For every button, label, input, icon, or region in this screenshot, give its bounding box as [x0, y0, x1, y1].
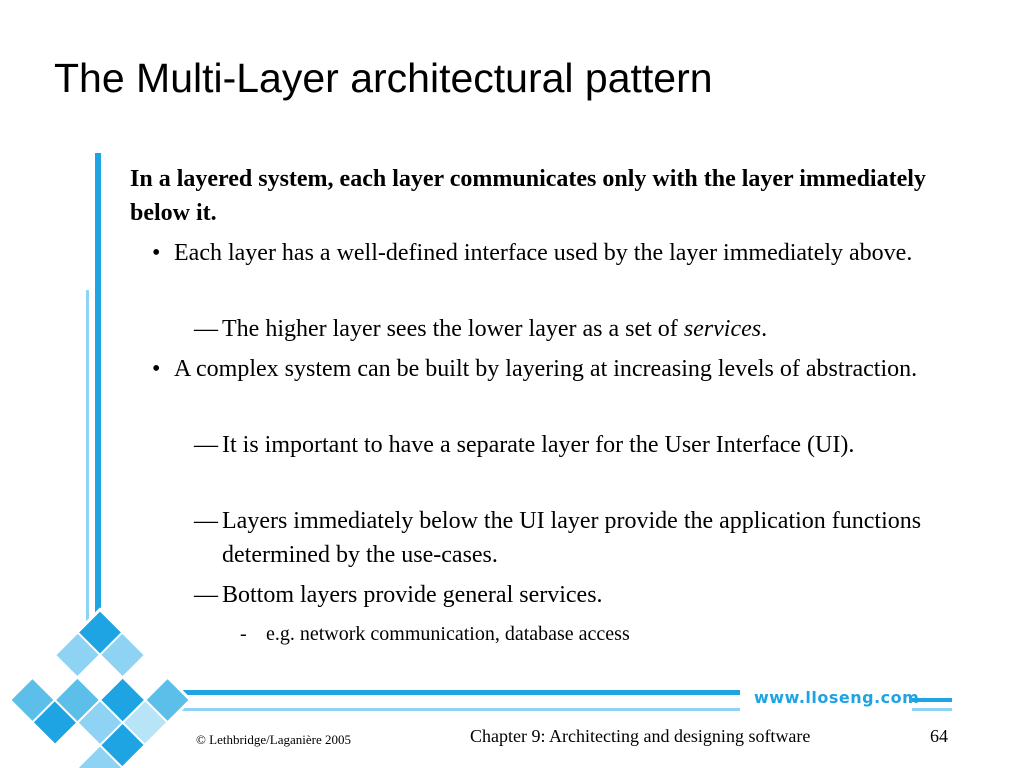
bottom-horizontal-rule — [100, 690, 740, 695]
right-rule-segment-thin — [912, 708, 952, 711]
page-number: 64 — [930, 726, 948, 746]
sub-text: Layers immediately below the UI layer provide the application functions determined by the use-cases. — [222, 508, 922, 568]
sub-marker: — — [194, 432, 218, 458]
sub-text: Bottom layers provide general services. — [222, 582, 603, 608]
lead-statement: In a layered system, each layer communicates only with the layer immediately below it. — [130, 166, 926, 226]
subsub-text: e.g. network communication, database access — [266, 623, 630, 645]
sub-marker: — — [194, 582, 218, 608]
sub-text — [222, 312, 952, 346]
bullet-marker: • — [152, 240, 161, 266]
sub-text-before: The higher layer sees the lower layer as a set of — [222, 316, 684, 342]
sub-text: It is important to have a separate layer for the User Interface (UI). — [222, 432, 855, 458]
footer-copyright: © Lethbridge/Laganière 2005 — [196, 732, 351, 747]
bottom-horizontal-rule-thin — [100, 708, 740, 711]
subsub-marker: - — [240, 623, 247, 645]
sub-text-after: . — [761, 316, 768, 342]
bullet-marker: • — [152, 356, 161, 382]
sub-marker: — — [194, 316, 218, 342]
slide-title: The Multi-Layer architectural pattern — [54, 55, 713, 101]
bullet-text: Each layer has a well-defined interface used by the layer immediately above. — [174, 240, 913, 266]
website-url: www.lloseng.com — [754, 688, 920, 707]
bullet-text: A complex system can be built by layering at increasing levels of abstraction. — [174, 356, 918, 382]
sub-marker: — — [194, 508, 218, 534]
sub-text-emphasis: services — [683, 316, 762, 342]
tile-motif — [9, 609, 190, 768]
footer-chapter: Chapter 9: Architecting and designing software — [470, 726, 811, 746]
